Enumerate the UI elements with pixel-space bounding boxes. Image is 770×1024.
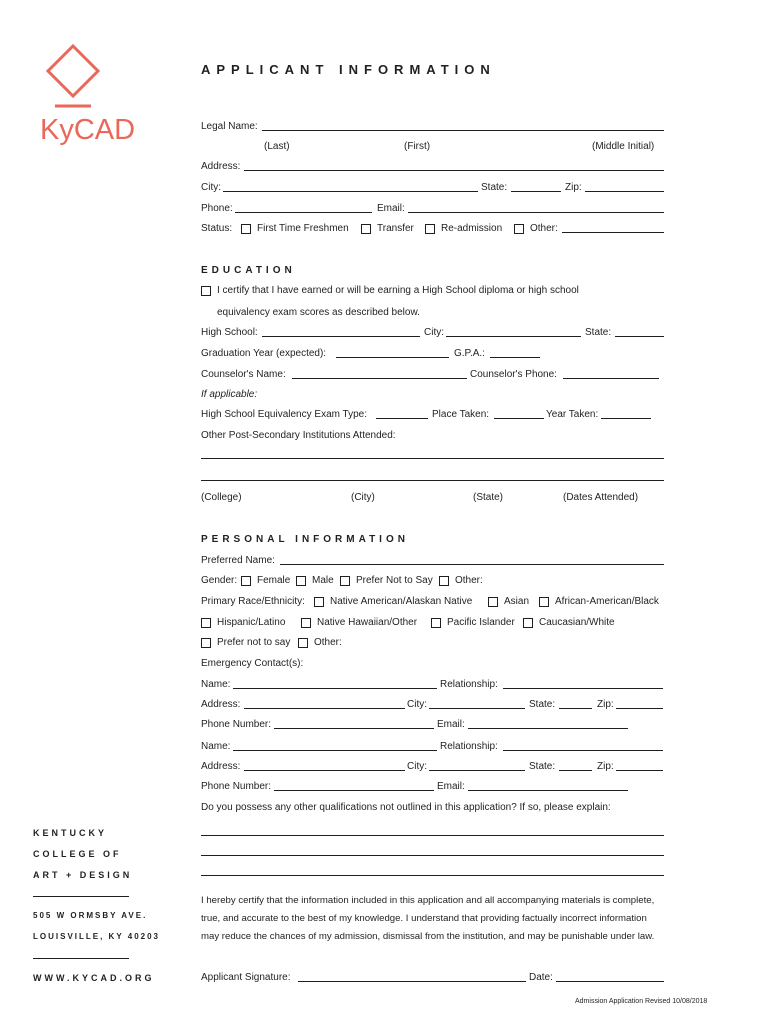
ec1-zip-field[interactable] xyxy=(616,708,663,709)
certification-line1: I hereby certify that the information included in this application and all accompanying materials is complete, xyxy=(201,895,655,906)
section-heading-applicant: APPLICANT INFORMATION xyxy=(201,62,496,77)
signature-label: Applicant Signature: xyxy=(201,972,291,983)
ec2-address-field[interactable] xyxy=(244,770,405,771)
post-secondary-field-2[interactable] xyxy=(201,480,664,481)
section-heading-education: EDUCATION xyxy=(201,265,296,276)
grad-year-field[interactable] xyxy=(336,357,449,358)
exam-type-field[interactable] xyxy=(376,418,428,419)
ec2-city-field[interactable] xyxy=(429,770,525,771)
high-school-field[interactable] xyxy=(262,336,420,337)
qualifications-field-2[interactable] xyxy=(201,855,664,856)
race-hispanic-label: Hispanic/Latino xyxy=(217,617,286,628)
ec1-phone-field[interactable] xyxy=(274,728,434,729)
race-asian-label: Asian xyxy=(504,596,530,607)
state-field[interactable] xyxy=(511,191,561,192)
status-first-time-checkbox[interactable] xyxy=(241,224,251,234)
counselor-name-field[interactable] xyxy=(292,378,467,379)
gpa-field[interactable] xyxy=(490,357,540,358)
status-transfer-checkbox[interactable] xyxy=(361,224,371,234)
ec1-state-field[interactable] xyxy=(559,708,592,709)
ec2-phone-field[interactable] xyxy=(274,790,434,791)
race-native-american-checkbox[interactable] xyxy=(314,597,324,607)
date-label: Date: xyxy=(529,972,553,983)
address-field[interactable] xyxy=(244,170,664,171)
qualifications-question: Do you possess any other qualifications not outlined in this application? If so, please explain: xyxy=(201,802,611,813)
gender-prefer-not-checkbox[interactable] xyxy=(340,576,350,586)
college-caption: (College) xyxy=(201,492,242,503)
state-caption: (State) xyxy=(473,492,504,503)
dates-attended-caption: (Dates Attended) xyxy=(563,492,639,503)
ec2-name-label: Name: xyxy=(201,741,231,752)
ec2-zip-label: Zip: xyxy=(597,761,614,772)
ec2-email-label: Email: xyxy=(437,781,465,792)
school-name-line2: COLLEGE OF xyxy=(33,849,122,859)
ec2-zip-field[interactable] xyxy=(616,770,663,771)
ec1-name-label: Name: xyxy=(201,679,231,690)
kycad-logo xyxy=(38,42,148,152)
gender-male-checkbox[interactable] xyxy=(296,576,306,586)
race-hawaiian-label: Native Hawaiian/Other xyxy=(317,617,418,628)
ec2-relationship-label: Relationship: xyxy=(440,741,498,752)
status-label: Status: xyxy=(201,223,233,234)
qualifications-field-1[interactable] xyxy=(201,835,664,836)
status-transfer-label: Transfer xyxy=(377,223,414,234)
school-address-line2: LOUISVILLE, KY 40203 xyxy=(33,932,160,941)
logo-text: KyCAD xyxy=(40,114,136,146)
certify-text-line1: I certify that I have earned or will be earning a High School diploma or high school xyxy=(217,285,579,296)
ec1-name-field[interactable] xyxy=(233,688,437,689)
race-caucasian-label: Caucasian/White xyxy=(539,617,615,628)
ec1-phone-label: Phone Number: xyxy=(201,719,272,730)
year-taken-label: Year Taken: xyxy=(546,409,599,420)
city-field[interactable] xyxy=(223,191,478,192)
emergency-contacts-label: Emergency Contact(s): xyxy=(201,658,304,669)
gender-male-label: Male xyxy=(312,575,334,586)
status-other-label: Other: xyxy=(530,223,558,234)
race-prefer-not-checkbox[interactable] xyxy=(201,638,211,648)
race-prefer-not-label: Prefer not to say xyxy=(217,637,291,648)
ec2-city-label: City: xyxy=(407,761,427,772)
gender-prefer-not-label: Prefer Not to Say xyxy=(356,575,433,586)
counselor-phone-field[interactable] xyxy=(563,378,659,379)
hs-state-field[interactable] xyxy=(615,336,664,337)
phone-field[interactable] xyxy=(235,212,372,213)
ec1-email-label: Email: xyxy=(437,719,465,730)
gender-label: Gender: xyxy=(201,575,238,586)
signature-field[interactable] xyxy=(298,981,526,982)
logo-diamond-icon xyxy=(38,42,108,112)
race-hispanic-checkbox[interactable] xyxy=(201,618,211,628)
qualifications-field-3[interactable] xyxy=(201,875,664,876)
race-african-american-checkbox[interactable] xyxy=(539,597,549,607)
place-taken-label: Place Taken: xyxy=(432,409,490,420)
race-other-label: Other: xyxy=(314,637,342,648)
last-name-caption: (Last) xyxy=(264,141,290,152)
email-label: Email: xyxy=(377,203,405,214)
race-asian-checkbox[interactable] xyxy=(488,597,498,607)
hs-state-label: State: xyxy=(585,327,612,338)
ec1-relationship-label: Relationship: xyxy=(440,679,498,690)
state-label: State: xyxy=(481,182,508,193)
high-school-label: High School: xyxy=(201,327,258,338)
ec2-name-field[interactable] xyxy=(233,750,437,751)
race-native-american-label: Native American/Alaskan Native xyxy=(330,596,473,607)
year-taken-field[interactable] xyxy=(601,418,651,419)
status-other-field[interactable] xyxy=(562,232,664,233)
school-name-line1: KENTUCKY xyxy=(33,828,108,838)
ec1-relationship-field[interactable] xyxy=(503,688,663,689)
race-label: Primary Race/Ethnicity: xyxy=(201,596,305,607)
email-field[interactable] xyxy=(408,212,664,213)
sidebar-divider xyxy=(33,958,129,959)
race-hawaiian-checkbox[interactable] xyxy=(301,618,311,628)
zip-label: Zip: xyxy=(565,182,582,193)
status-readmission-label: Re-admission xyxy=(441,223,503,234)
section-heading-personal: PERSONAL INFORMATION xyxy=(201,534,409,545)
zip-field[interactable] xyxy=(585,191,664,192)
ec2-phone-label: Phone Number: xyxy=(201,781,272,792)
race-other-checkbox[interactable] xyxy=(298,638,308,648)
gender-female-label: Female xyxy=(257,575,291,586)
footer-revision-note: Admission Application Revised 10/08/2018 xyxy=(575,998,708,1005)
school-address-line1: 505 W ORMSBY AVE. xyxy=(33,911,148,920)
ec2-address-label: Address: xyxy=(201,761,241,772)
ec2-relationship-field[interactable] xyxy=(503,750,663,751)
school-name-line3: ART + DESIGN xyxy=(33,870,133,880)
gender-other-label: Other: xyxy=(455,575,483,586)
gpa-label: G.P.A.: xyxy=(454,348,485,359)
preferred-name-label: Preferred Name: xyxy=(201,555,275,566)
ec1-state-label: State: xyxy=(529,699,556,710)
hs-city-label: City: xyxy=(424,327,444,338)
gender-female-checkbox[interactable] xyxy=(241,576,251,586)
ec1-zip-label: Zip: xyxy=(597,699,614,710)
ec1-city-label: City: xyxy=(407,699,427,710)
counselor-name-label: Counselor's Name: xyxy=(201,369,286,380)
certify-diploma-checkbox[interactable] xyxy=(201,286,211,296)
sidebar-divider xyxy=(33,896,129,897)
school-website[interactable]: WWW.KYCAD.ORG xyxy=(33,973,155,983)
ec1-city-field[interactable] xyxy=(429,708,525,709)
counselor-phone-label: Counselor's Phone: xyxy=(470,369,557,380)
certify-text-line2: equivalency exam scores as described below. xyxy=(217,307,420,318)
race-pacific-islander-label: Pacific Islander xyxy=(447,617,515,628)
middle-initial-caption: (Middle Initial) xyxy=(592,141,655,152)
first-name-caption: (First) xyxy=(404,141,431,152)
place-taken-field[interactable] xyxy=(494,418,544,419)
certification-line2: true, and accurate to the best of my knowledge. I understand that providing factually incorrect information xyxy=(201,913,647,924)
post-secondary-field-1[interactable] xyxy=(201,458,664,459)
status-other-checkbox[interactable] xyxy=(514,224,524,234)
address-label: Address: xyxy=(201,161,241,172)
certification-line3: may reduce the chances of my admission, dismissal from the institution, and may be punishable under law. xyxy=(201,931,655,942)
status-first-time-label: First Time Freshmen xyxy=(257,223,349,234)
ec2-email-field[interactable] xyxy=(468,790,628,791)
ec2-state-field[interactable] xyxy=(559,770,592,771)
gender-other-checkbox[interactable] xyxy=(439,576,449,586)
ec1-address-label: Address: xyxy=(201,699,241,710)
race-pacific-islander-checkbox[interactable] xyxy=(431,618,441,628)
legal-name-label: Legal Name: xyxy=(201,121,258,132)
exam-type-label: High School Equivalency Exam Type: xyxy=(201,409,368,420)
race-caucasian-checkbox[interactable] xyxy=(523,618,533,628)
if-applicable-note: If applicable: xyxy=(201,389,258,400)
grad-year-label: Graduation Year (expected): xyxy=(201,348,327,359)
date-field[interactable] xyxy=(556,981,664,982)
ec1-email-field[interactable] xyxy=(468,728,628,729)
phone-label: Phone: xyxy=(201,203,233,214)
hs-city-field[interactable] xyxy=(446,336,581,337)
preferred-name-field[interactable] xyxy=(280,564,664,565)
ec1-address-field[interactable] xyxy=(244,708,405,709)
race-african-american-label: African-American/Black xyxy=(555,596,659,607)
city-label: City: xyxy=(201,182,221,193)
legal-name-field[interactable] xyxy=(262,130,664,131)
ec2-state-label: State: xyxy=(529,761,556,772)
city-caption: (City) xyxy=(351,492,375,503)
other-post-secondary-label: Other Post-Secondary Institutions Attended: xyxy=(201,430,396,441)
status-readmission-checkbox[interactable] xyxy=(425,224,435,234)
